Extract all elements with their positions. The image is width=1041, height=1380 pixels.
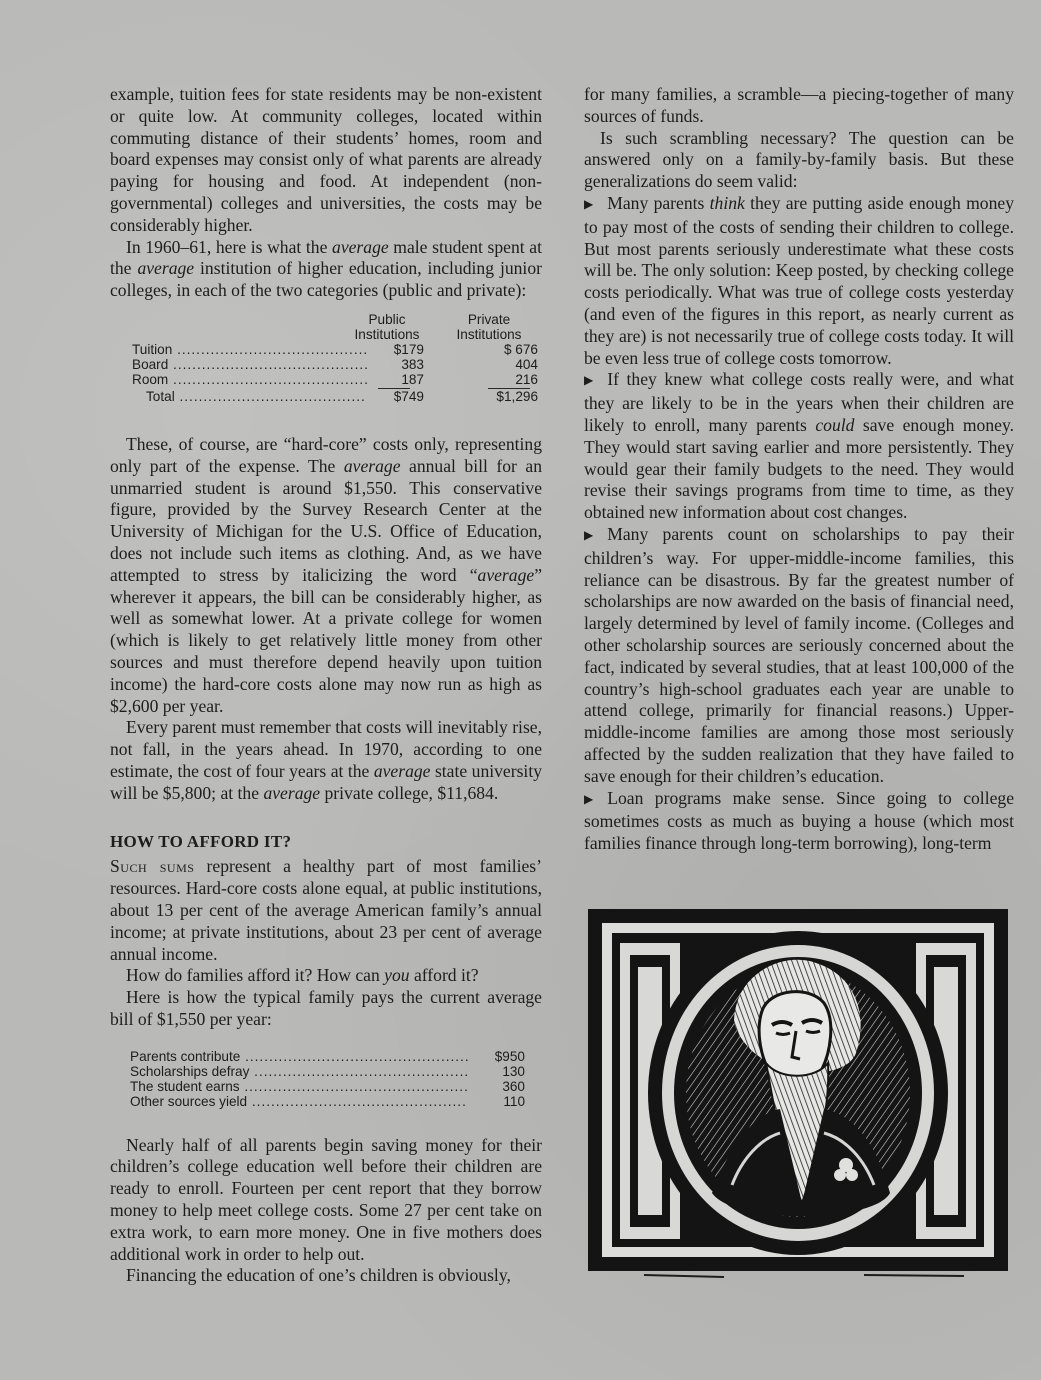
bullet-paragraph: ▶ If they knew what college costs really were, and what they are likely to be in the years when their children are likely to enroll, many parents could save enough money. They would start saving earlier and more persistently. They would gear their family budgets to the need. They would revise their savings programs from time to time, as they obtained new information about cost changes. — [584, 369, 1015, 523]
paragraph: Is such scrambling necessary? The question can be answered only on a family-by-family basis. But these generalizations do seem valid: — [584, 127, 1014, 192]
table-row: Scholarships defray ..... 130 — [130, 1064, 525, 1079]
right-column — [584, 84, 1014, 855]
header-public: Public Institutions — [354, 311, 420, 342]
bullet-paragraph: ▶ Many parents count on scholarships to pay their children’s way. For upper-middle-income families, this reliance can be disastrous. By far the greatest number of scholarships are now awarded on the basis of financial need, largely determined by level of family income. (Colleges and other scholarship sources are seriously concerned about the fact, indicated by several studies, that at least 100,000 of the country’s high-school graduates each year are unable to attend college, primarily for financial reasons.) Upper-middle-income families are among those most seriously affected by the sudden realization that they have failed to save enough for their children’s education. — [584, 523, 1014, 786]
paragraph: Such sums represent a healthy part of most families’ resources. Hard-core costs alone equal, at public institutions, about 13 per cent of the average American family’s annual income; at private institutions, about 23 per cent of average annual income. — [110, 856, 542, 964]
paragraph: Nearly half of all parents begin saving money for their children’s college education well before their children are ready to enroll. Fourteen per cent report that they borrow money to help meet college costs. Some 27 per cent take on extra work, to earn more money. One in five mothers does additional work in order to help out. — [110, 1134, 542, 1264]
section-heading: HOW TO AFFORD IT? — [110, 831, 292, 851]
table-row: Room ..... 187 216 — [132, 372, 532, 387]
table-row: The student earns ..... 360 — [130, 1079, 525, 1094]
paragraph: Here is how the typical family pays the current average bill of $1,550 per year: — [110, 987, 542, 1029]
paragraph: Every parent must remember that costs will inevitably rise, not fall, in the years ahead. In 1970, according to one estimate, the cost of four years at the average state university will be $5,800; at the average private college, $11,684. — [110, 717, 543, 803]
table-row-total: Total ..... $749 $1,296 — [146, 389, 532, 404]
bullet-paragraph: ▶ Many parents think they are putting aside enough money to pay most of the costs of sending their children to college. But most parents seriously underestimate what these costs will be. The only solution: Keep posted, by checking college costs periodically. What was true of college costs yesterday (and even of the figures in this report, as nearly current as they are) is not necessarily true of college costs today. It will be even less true of college costs tomorrow. — [584, 192, 1014, 368]
table-row: Board ..... 383 404 — [132, 357, 532, 372]
table-row: Tuition ..... $179 $ 676 — [132, 342, 532, 357]
left-column — [110, 84, 542, 1287]
paragraph: How do families afford it? How can you afford it? — [126, 965, 479, 986]
paragraph: Financing the education of one’s children is obviously, — [126, 1265, 511, 1286]
triangle-bullet-icon: ▶ — [584, 527, 594, 542]
paragraph: These, of course, are “hard-core” costs only, representing only part of the expense. The average annual bill for an unmarried student is around $1,550. This conservative figure, provided by the Survey Research Center at the University of Michigan for the U.S. Office of Education, does not include such items as clothing. And, as we have attempted to stress by italicizing the word “average” wherever it appears, the bill can be considerably higher, as well as somewhat lower. At a private college for women (which is likely to get relatively little money from other sources and must therefore depend heavily upon tuition income) the hard-core costs alone may now run as high as $2,600 per year. — [110, 433, 542, 716]
table-row: Parents contribute ..... $950 — [130, 1049, 525, 1064]
paragraph: In 1960–61, here is what the average male student spent at the average institution of higher education, including junior colleges, in each of the two categories (public and private): — [110, 236, 542, 301]
triangle-bullet-icon: ▶ — [584, 373, 594, 388]
sources-table — [110, 1041, 542, 1123]
paragraph: for many families, a scramble—a piecing-together of many sources of funds. — [584, 84, 1014, 126]
paragraph: example, tuition fees for state residents may be non-existent or quite low. At community colleges, located within commuting distance of their students’ homes, room and board expenses may consist only of what parents are already paying for housing and food. At independent (non-governmental) colleges and universities, the costs may be considerably higher. — [110, 84, 542, 235]
triangle-bullet-icon: ▶ — [584, 791, 594, 806]
cost-table — [110, 308, 542, 428]
table-row: Other sources yield ..... 110 — [130, 1094, 525, 1109]
triangle-bullet-icon: ▶ — [584, 196, 594, 211]
woodcut-portrait-illustration — [584, 903, 1016, 1283]
bullet-paragraph: ▶ Loan programs make sense. Since going to college sometimes costs as much as buying a house (which most families finance through long-term borrowing), long-term — [584, 787, 1014, 854]
header-private: Private Institutions — [456, 311, 522, 342]
